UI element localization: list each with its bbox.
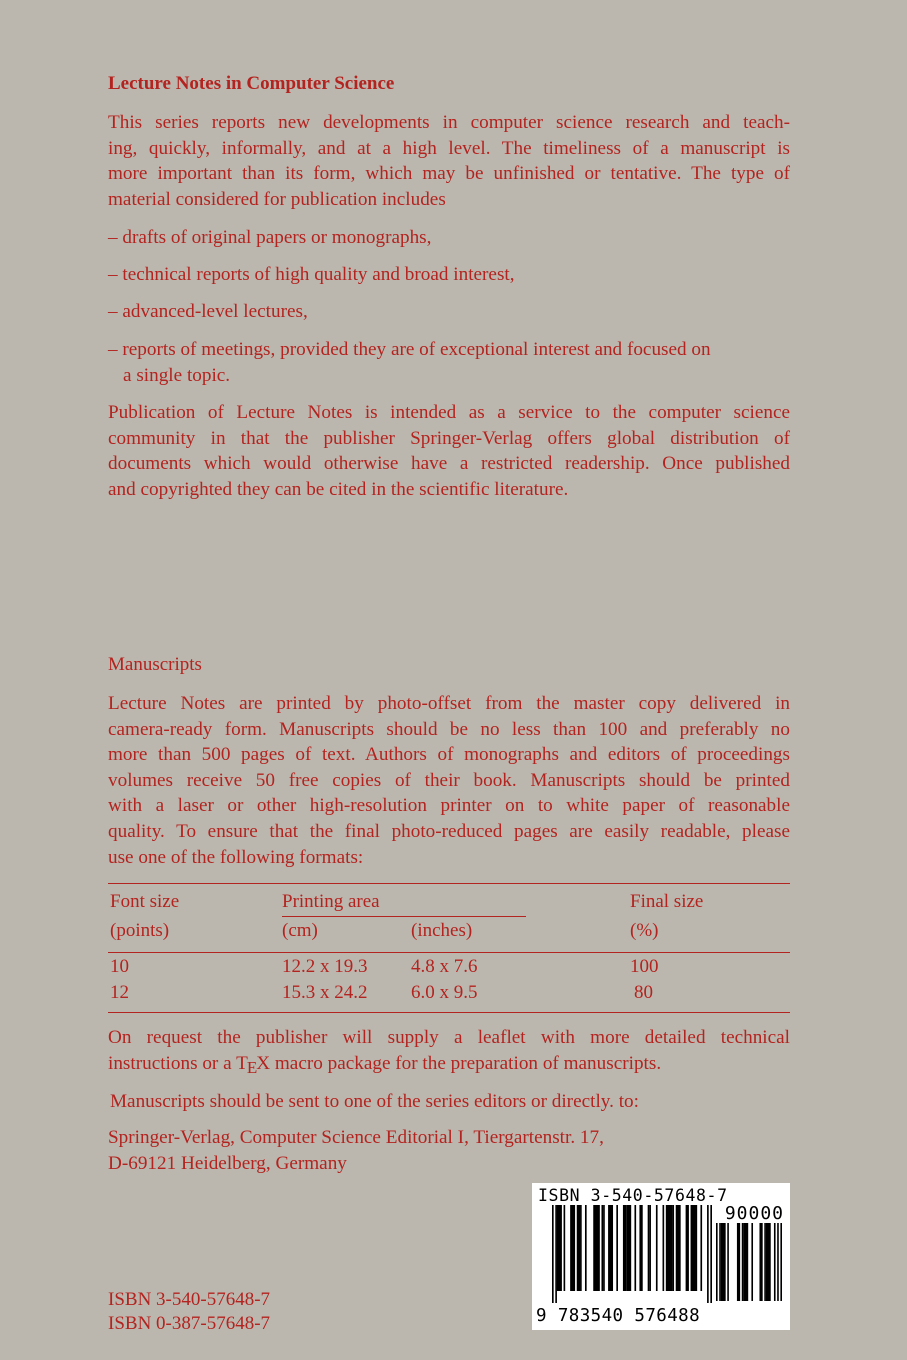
barcode-bar: [766, 1223, 771, 1301]
barcode-addon-digits: 90000: [724, 1203, 784, 1224]
manuscripts-line: with a laser or other high-resolution printer on to white paper of reasonable: [108, 795, 790, 817]
publication-line: documents which would otherwise have a restricted readership. Once published: [108, 453, 790, 475]
barcode-bar: [570, 1205, 575, 1291]
tex-e: E: [246, 1057, 258, 1077]
address-line-1: Springer-Verlag, Computer Science Editorial I, Tiergartenstr. 17,: [108, 1127, 604, 1148]
table-cell-inches: 6.0 x 9.5: [411, 982, 478, 1003]
barcode-digits: 9 783540 576488: [536, 1306, 701, 1326]
barcode-bar: [737, 1223, 740, 1301]
publication-line: Publication of Lecture Notes is intended as a service to the computer science: [108, 402, 790, 423]
series-title: Lecture Notes in Computer Science: [108, 73, 395, 94]
barcode-bar: [593, 1205, 600, 1291]
barcode-bar: [759, 1223, 762, 1301]
list-item: – technical reports of high quality and broad interest,: [108, 264, 515, 285]
table-cell-final: 80: [634, 982, 653, 1003]
intro-line: more important than its form, which may be unfinished or tentative. The type of: [108, 163, 790, 185]
barcode-bar: [626, 1205, 631, 1291]
barcode-bar: [686, 1205, 689, 1291]
barcode-bar: [743, 1223, 748, 1301]
barcode-bar: [623, 1205, 626, 1291]
manuscripts-heading: Manuscripts: [108, 654, 202, 675]
barcode-bar: [672, 1205, 674, 1291]
barcode-bar: [742, 1223, 744, 1301]
barcode-bar: [780, 1223, 782, 1301]
tex-t: T: [236, 1052, 248, 1074]
header-font-size: Font size: [110, 891, 180, 912]
header-inches: (inches): [411, 920, 473, 941]
barcode-bar: [716, 1223, 718, 1301]
barcode-bar: [700, 1205, 702, 1291]
leaflet-line: On request the publisher will supply a leaflet with more detailed technical: [108, 1027, 790, 1048]
barcode-bars: [552, 1205, 712, 1303]
barcode-bar: [764, 1223, 766, 1301]
barcode-bar: [666, 1205, 673, 1291]
barcode-bar: [585, 1205, 587, 1291]
barcode-addon-bars: [716, 1223, 786, 1303]
manuscripts-paragraph: [108, 691, 790, 870]
header-final-unit: (%): [630, 920, 659, 941]
header-font-unit: (points): [110, 920, 170, 941]
list-item: – advanced-level lectures,: [108, 301, 308, 322]
barcode-bar: [552, 1205, 554, 1303]
manuscripts-line: use one of the following formats:: [108, 846, 364, 868]
address-line-2: D-69121 Heidelberg, Germany: [108, 1153, 347, 1174]
manuscripts-line: Lecture Notes are printed by photo-offset from the master copy delivered in: [108, 693, 790, 714]
barcode-bar: [603, 1205, 605, 1291]
intro-paragraph: [108, 110, 790, 212]
barcode-bar: [663, 1205, 665, 1291]
barcode-bar: [564, 1205, 566, 1291]
intro-line: This series reports new developments in computer science research and teach-: [108, 112, 790, 133]
table-cell-cm: 12.2 x 19.3: [282, 956, 368, 977]
barcode-bar: [649, 1205, 651, 1291]
barcode-bar: [656, 1205, 658, 1291]
barcode-bar: [777, 1223, 779, 1301]
publication-line: and copyrighted they can be cited in the scientific literature.: [108, 478, 569, 500]
barcode-bar: [691, 1205, 696, 1291]
barcode-bar: [557, 1205, 562, 1291]
table-cell-font: 10: [110, 956, 129, 977]
leaflet-post: macro package for the preparation of manuscripts.: [270, 1052, 662, 1074]
barcode-bar: [774, 1223, 776, 1301]
table-cell-inches: 4.8 x 7.6: [411, 956, 478, 977]
barcode-bar: [577, 1205, 580, 1291]
send-to-text: Manuscripts should be sent to one of the series editors or directly. to:: [110, 1091, 639, 1112]
barcode-bar: [601, 1205, 603, 1291]
list-item: – drafts of original papers or monographs,: [108, 227, 432, 248]
manuscripts-line: more than 500 pages of text. Authors of monographs and editors of proceedings: [108, 744, 790, 766]
barcode-bar: [639, 1205, 642, 1291]
barcode-bar: [608, 1205, 613, 1291]
printing-area-rule: [282, 916, 526, 917]
intro-line: ing, quickly, informally, and at a high level. The timeliness of a manuscript is: [108, 137, 790, 159]
list-item: [108, 337, 711, 388]
intro-line: material considered for publication includes: [108, 188, 446, 210]
barcode-bar: [580, 1205, 582, 1291]
barcode-bar: [555, 1205, 557, 1303]
manuscripts-line: volumes receive 50 free copies of their book. Manuscripts should be printed: [108, 769, 790, 791]
header-cm: (cm): [282, 920, 318, 941]
header-final-size: Final size: [630, 891, 704, 912]
leaflet-paragraph: [108, 1025, 790, 1076]
table-header-rule: [108, 952, 790, 953]
barcode-bar: [719, 1223, 721, 1301]
table-cell-font: 12: [110, 982, 129, 1003]
barcode-bar: [648, 1205, 650, 1291]
barcode-bar: [707, 1205, 709, 1303]
publication-paragraph: [108, 400, 790, 502]
barcode-bar: [634, 1205, 636, 1291]
barcode-bar: [616, 1205, 618, 1291]
manuscripts-line: camera-ready form. Manuscripts should be no less than 100 and preferably no: [108, 718, 790, 740]
list-item-text: – reports of meetings, provided they are of exceptional interest and focused on: [108, 339, 711, 360]
table-top-rule: [108, 883, 790, 884]
leaflet-line-tex: [108, 1051, 790, 1077]
barcode-isbn-text: ISBN 3-540-57648-7: [538, 1186, 728, 1205]
manuscripts-line: quality. To ensure that the final photo-reduced pages are easily readable, please: [108, 820, 790, 842]
barcode-bar: [676, 1205, 681, 1291]
table-cell-final: 100: [630, 956, 659, 977]
isbn-barcode: [532, 1183, 790, 1330]
header-printing-area: Printing area: [282, 891, 380, 912]
barcode-bar: [710, 1205, 712, 1303]
table-cell-cm: 15.3 x 24.2: [282, 982, 368, 1003]
barcode-bar: [727, 1223, 729, 1301]
leaflet-pre: instructions or a: [108, 1052, 237, 1074]
isbn-primary: ISBN 3-540-57648-7: [108, 1289, 271, 1310]
barcode-bar: [721, 1223, 726, 1301]
tex-x: X: [256, 1052, 271, 1074]
publication-line: community in that the publisher Springer-Verlag offers global distribution of: [108, 427, 790, 449]
barcode-bar: [751, 1223, 753, 1301]
table-bottom-rule: [108, 1012, 790, 1013]
list-item-continuation: a single topic.: [123, 364, 231, 386]
barcode-bar: [696, 1205, 698, 1291]
isbn-secondary: ISBN 0-387-57648-7: [108, 1313, 271, 1334]
